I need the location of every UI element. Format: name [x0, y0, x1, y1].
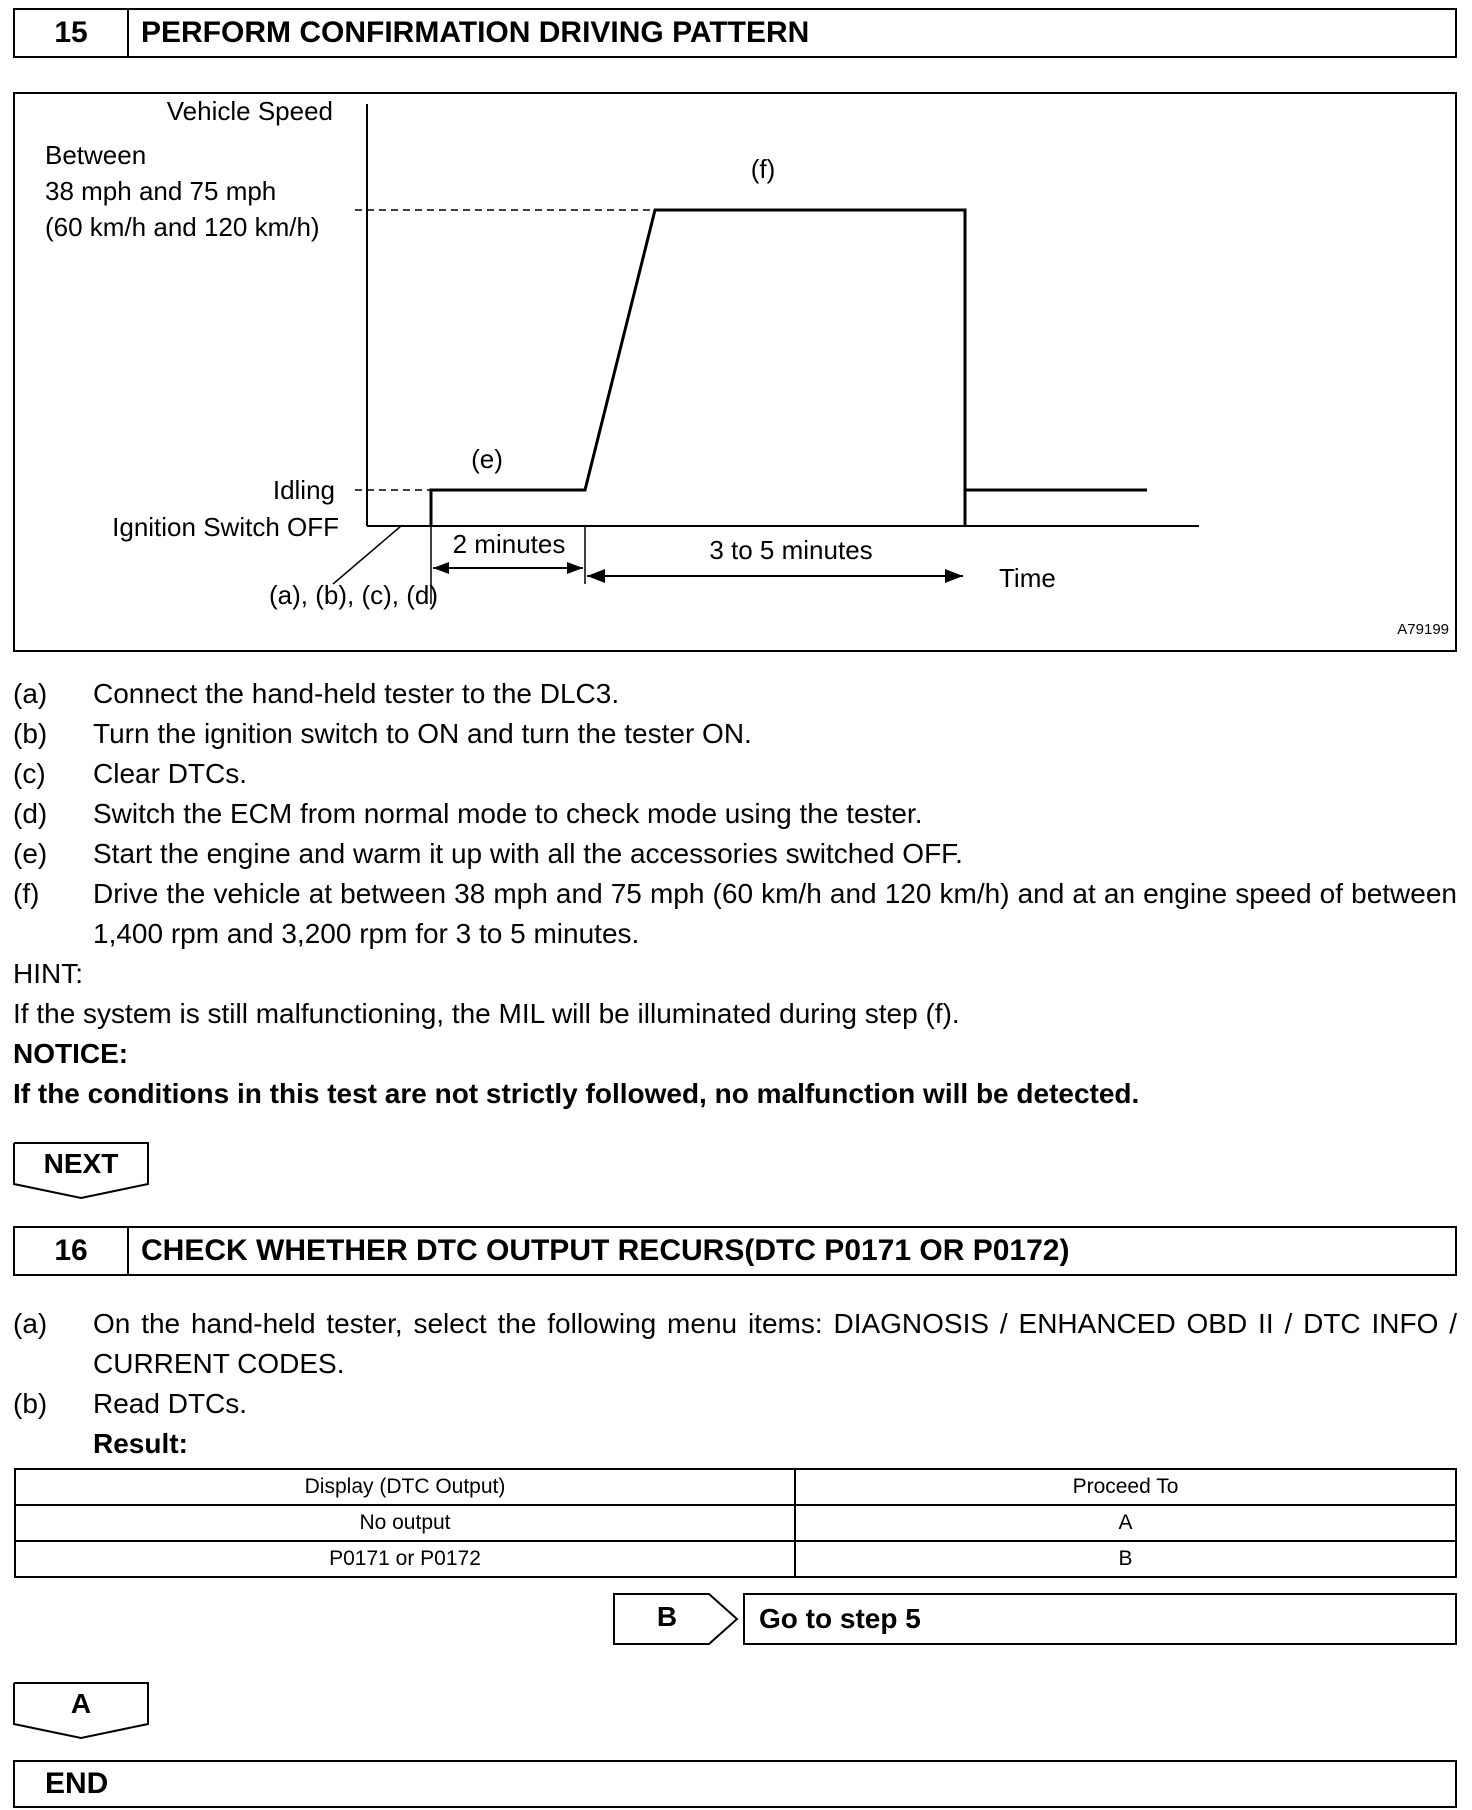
speed-range-line2: 38 mph and 75 mph [45, 176, 277, 206]
two-min-arrowhead-left [433, 562, 449, 574]
hint-heading: HINT: [13, 958, 83, 989]
step-number: 16 [15, 1228, 129, 1274]
step-labels-abcd: (a), (b), (c), (d) [269, 580, 438, 610]
speed-range-line1: Between [45, 140, 147, 170]
table-cell: B [795, 1541, 1456, 1577]
step-title: CHECK WHETHER DTC OUTPUT RECURS(DTC P0171 OR P0172) [141, 1234, 1070, 1267]
branch-a-tab [13, 1682, 149, 1742]
table-header-row [15, 1469, 1456, 1505]
table-row [15, 1541, 1456, 1577]
drive-arrowhead-left [587, 569, 605, 583]
list-item: (a) On the hand-held tester, select the following menu items: DIAGNOSIS / ENHANCED OBD II / DTC INFO / CURRENT CODES. [13, 1308, 1457, 1379]
branch-a-label: A [70, 1688, 92, 1719]
list-item: (d) Switch the ECM from normal mode to check mode using the tester. [13, 798, 923, 829]
step-16-procedure [13, 1304, 1457, 1464]
driving-pattern-figure [13, 92, 1457, 652]
notice-heading: NOTICE: [13, 1038, 129, 1069]
notice-text: If the conditions in this test are not strictly followed, no malfunction will be detected. [13, 1078, 1140, 1109]
end-box: END [13, 1760, 1457, 1808]
list-item: (b) Read DTCs. [13, 1388, 248, 1419]
duration-drive-label: 3 to 5 minutes [709, 535, 873, 565]
table-row [15, 1505, 1456, 1541]
step-title: PERFORM CONFIRMATION DRIVING PATTERN [141, 16, 810, 49]
result-heading: Result: [93, 1428, 188, 1459]
go-to-step-5-box: Go to step 5 [743, 1593, 1457, 1645]
list-item: (f) Drive the vehicle at between 38 mph and 75 mph (60 km/h and 120 km/h) and at an engine speed of between 1,400 rpm and 3,200 rpm for 3 to 5 minutes. [13, 878, 1457, 949]
idling-label: Idling [272, 475, 335, 505]
figure-code: A79199 [1397, 621, 1449, 638]
column-header: Proceed To [795, 1469, 1456, 1505]
duration-idle-label: 2 minutes [452, 529, 566, 559]
step-number: 15 [15, 10, 129, 56]
branch-b [613, 1593, 1457, 1645]
hint-text: If the system is still malfunctioning, the MIL will be illuminated during step (f). [13, 998, 960, 1029]
branch-b-label: B [656, 1601, 678, 1632]
list-item: (b) Turn the ignition switch to ON and turn the tester ON. [13, 718, 752, 749]
table-cell: P0171 or P0172 [15, 1541, 795, 1577]
label-e: (e) [471, 444, 503, 474]
two-min-arrowhead-right [567, 562, 583, 574]
ignition-off-label: Ignition Switch OFF [112, 512, 339, 542]
list-item: (a) Connect the hand-held tester to the DLC3. [13, 678, 620, 709]
column-header: Display (DTC Output) [15, 1469, 795, 1505]
driving-pattern-diagram [15, 94, 1455, 650]
result-table [14, 1468, 1457, 1578]
speed-profile-line [431, 210, 965, 526]
drive-arrowhead-right [945, 569, 963, 583]
y-axis-label: Vehicle Speed [166, 96, 333, 126]
step-15-procedure [13, 674, 1457, 1114]
step-15-header [13, 8, 1457, 58]
table-cell: A [795, 1505, 1456, 1541]
leader-line [333, 526, 401, 584]
next-tab [13, 1142, 149, 1202]
table-cell: No output [15, 1505, 795, 1541]
next-label: NEXT [43, 1148, 119, 1179]
list-item: (c) Clear DTCs. [13, 758, 248, 789]
step-16-header [13, 1226, 1457, 1276]
label-f: (f) [750, 154, 776, 184]
list-item: (e) Start the engine and warm it up with all the accessories switched OFF. [13, 838, 963, 869]
x-axis-label: Time [999, 563, 1056, 593]
speed-range-line3: (60 km/h and 120 km/h) [45, 212, 320, 242]
result-heading-row [13, 1424, 1457, 1464]
